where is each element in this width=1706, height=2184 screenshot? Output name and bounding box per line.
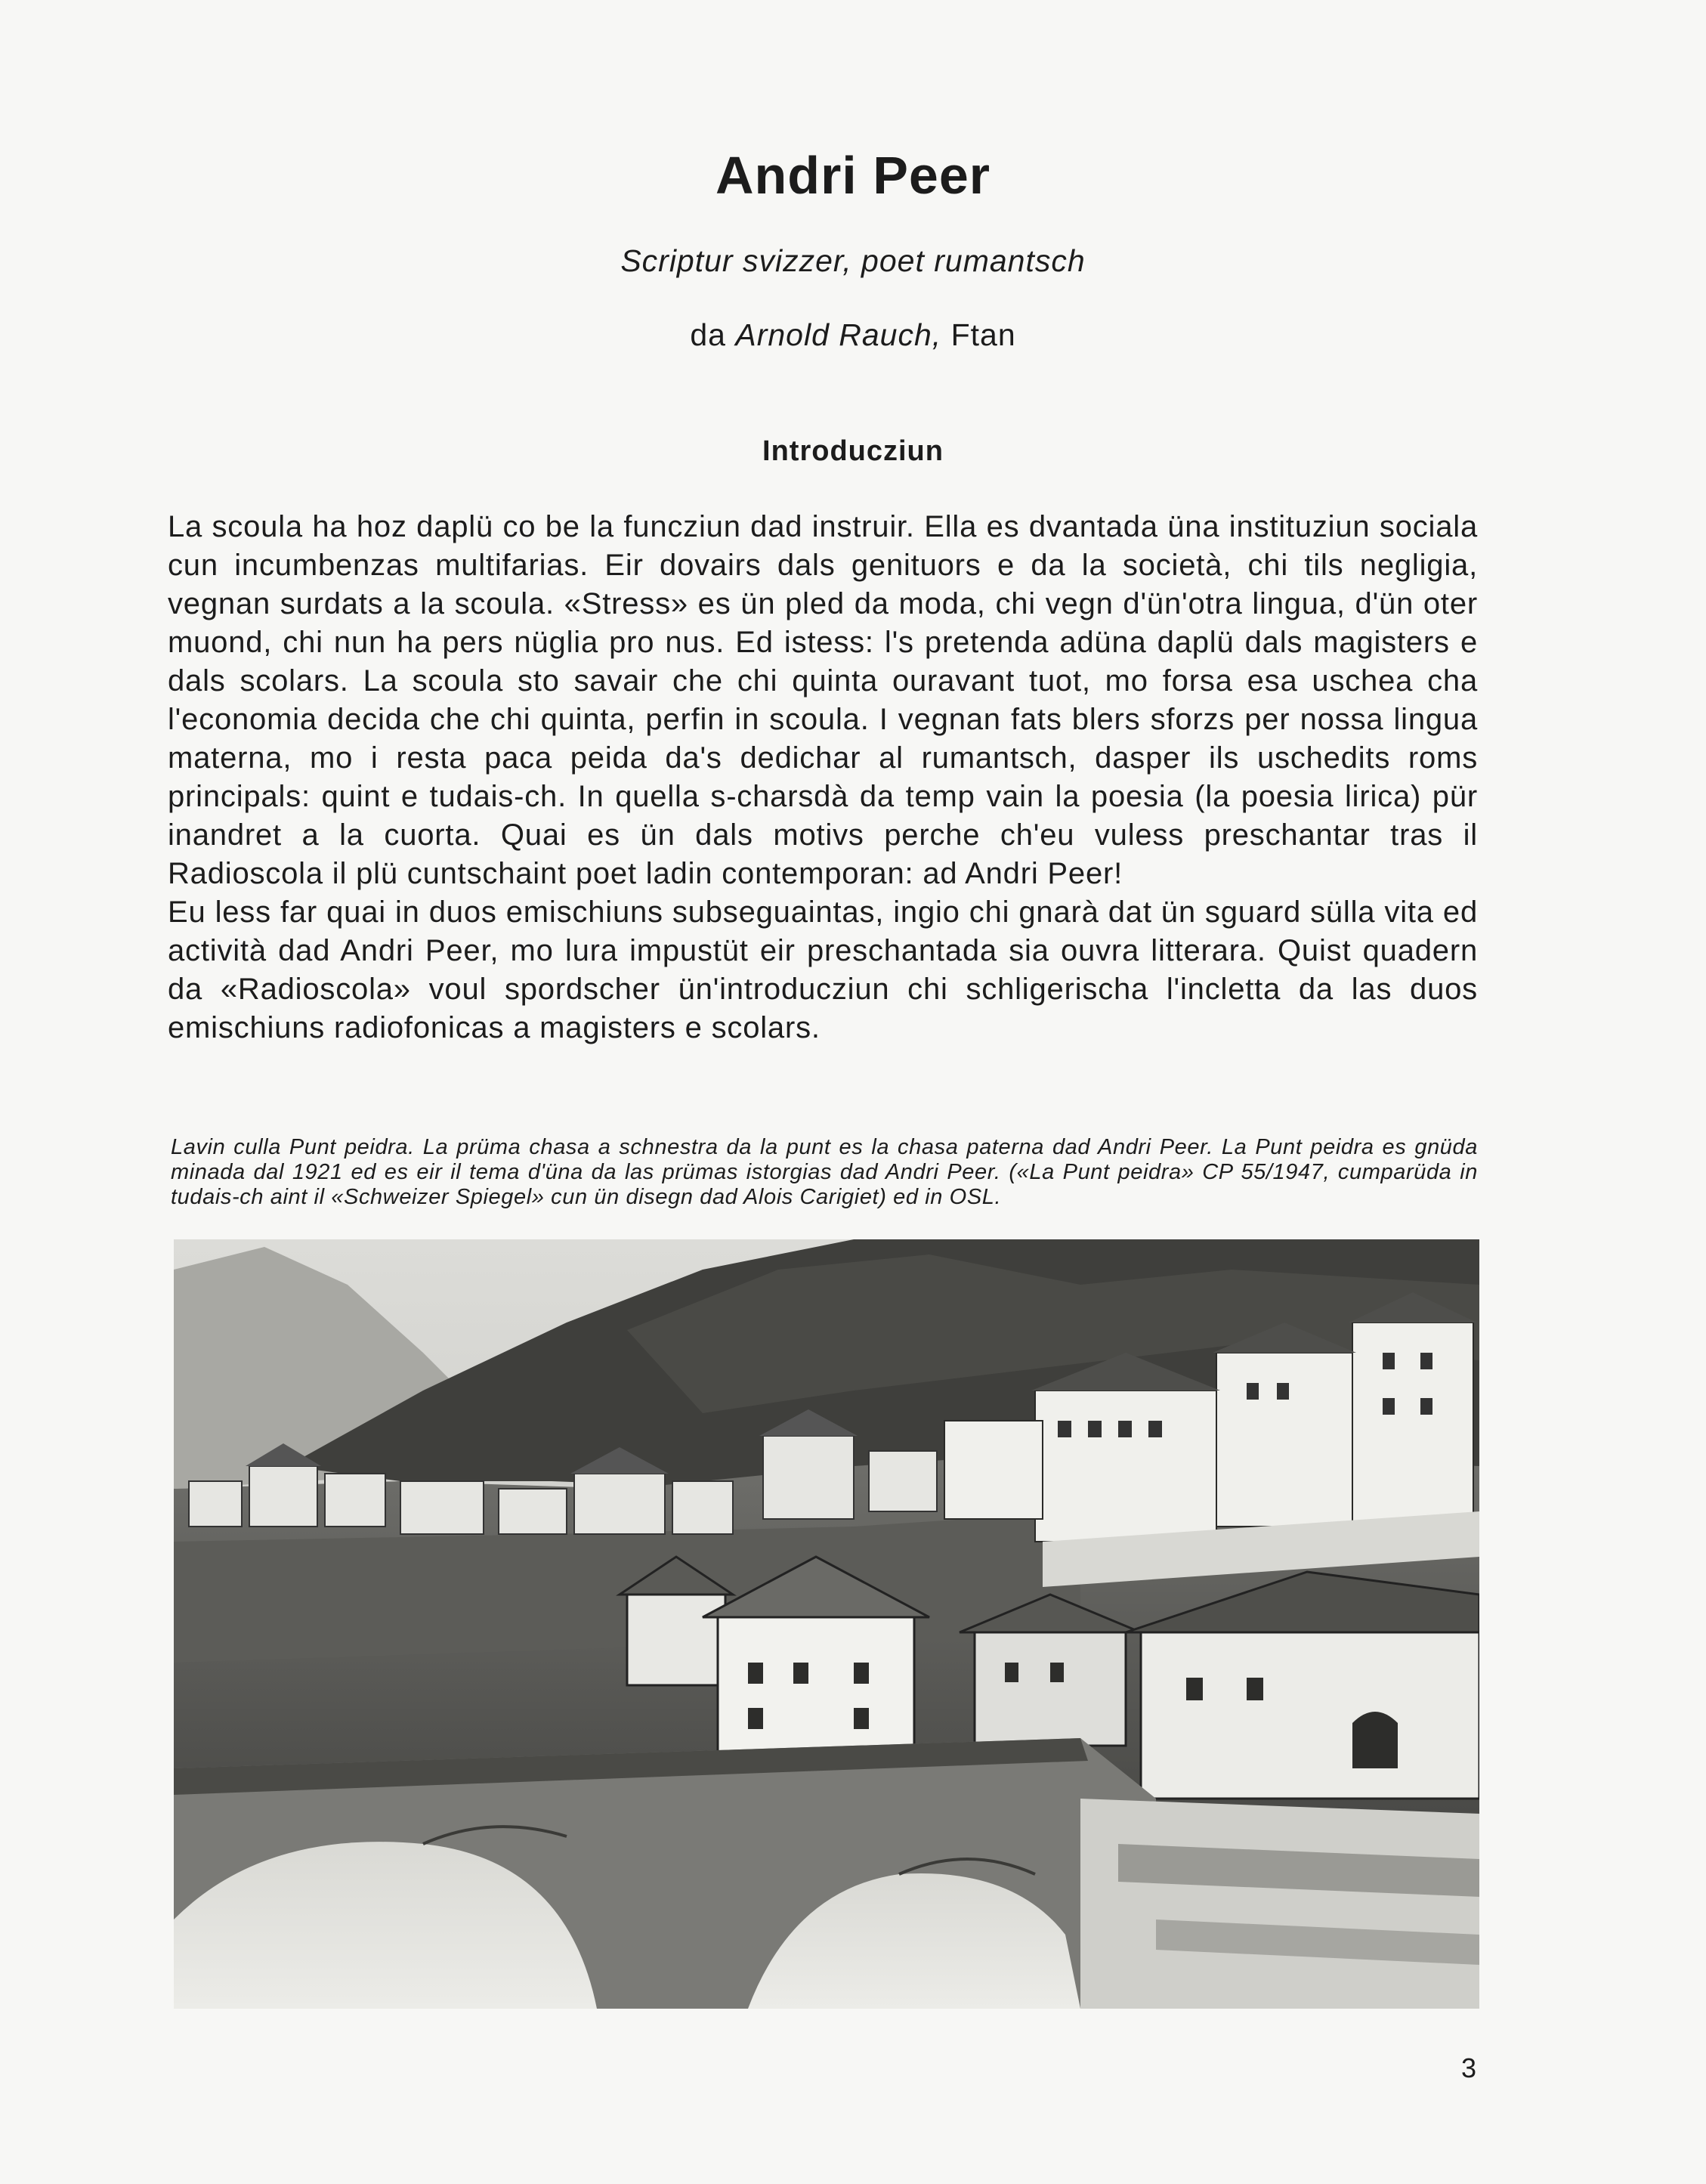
paragraph: Eu less far quai in duos emischiuns subseguaintas, ingio chi gnarà dat ün sguard sülla vita ed actività dad Andri Peer, mo lura impustüt eir preschantada sia ouvra litterara. Quist quadern da «Radioscola» voul spordscher ün'introducziun chi schligerischa l'incletta da las duos emischiuns radiofonicas a magisters e scolars. xyxy=(168,896,1478,1044)
section-heading: Introducziun xyxy=(762,435,944,467)
paragraph: La scoula ha hoz daplü co be la funcziun dad instruir. Ella es dvantada üna instituziun sociala cun incumbenzas multifarias. Eir dovairs dals genituors e da la società, chi tils negligia, vegnan surdats a la scoula. «Stress» es ün pled da moda, chi vegn d'ün'otra lingua, d'ün oter muond, chi nun ha pers nüglia pro nus. Ed istess: l's pretenda adüna daplü dals magisters e dals scolars. La scoula sto savair che chi quinta ouravant tuot, mo forsa esa uschea cha l'economia decida che chi quinta, perfin in scoula. I vegnan fats blers sforzs per nossa lingua materna, mo i resta paca peida da's dedichar al rumantsch, dasper ils uschedits roms principals: quint e tudais-ch. In quella s-charsdà da temp vain la poesia (la poesia lirica) pür inandret a la cuorta. Quai es ün dals motivs perche ch'eu vuless preschantar tras il Radioscola il plü cuntschaint poet ladin contemporan: ad Andri Peer! xyxy=(168,510,1478,890)
page-title: Andri Peer xyxy=(715,146,991,205)
village-bridge-photo xyxy=(174,1239,1479,2009)
byline-prefix: da xyxy=(690,317,736,352)
byline xyxy=(0,317,1706,353)
byline-author: Arnold Rauch, xyxy=(735,317,942,352)
page-number: 3 xyxy=(1461,2053,1477,2083)
byline-place: Ftan xyxy=(941,317,1016,352)
figure-caption: Lavin culla Punt peidra. La prüma chasa a schnestra da la punt es la chasa paterna dad Andri Peer. La Punt peidra es gnüda minada dal 1921 ed es eir il tema d'üna da las prümas istorgias dad Andri Peer. («La Punt peidra» CP 55/1947, cumparüda in tudais-ch aint il «Schweizer Spiegel» cun ün disegn dad Alois Carigiet) ed in OSL. xyxy=(171,1135,1478,1209)
subtitle: Scriptur svizzer, poet rumantsch xyxy=(620,243,1086,278)
body-text xyxy=(168,508,1478,1047)
